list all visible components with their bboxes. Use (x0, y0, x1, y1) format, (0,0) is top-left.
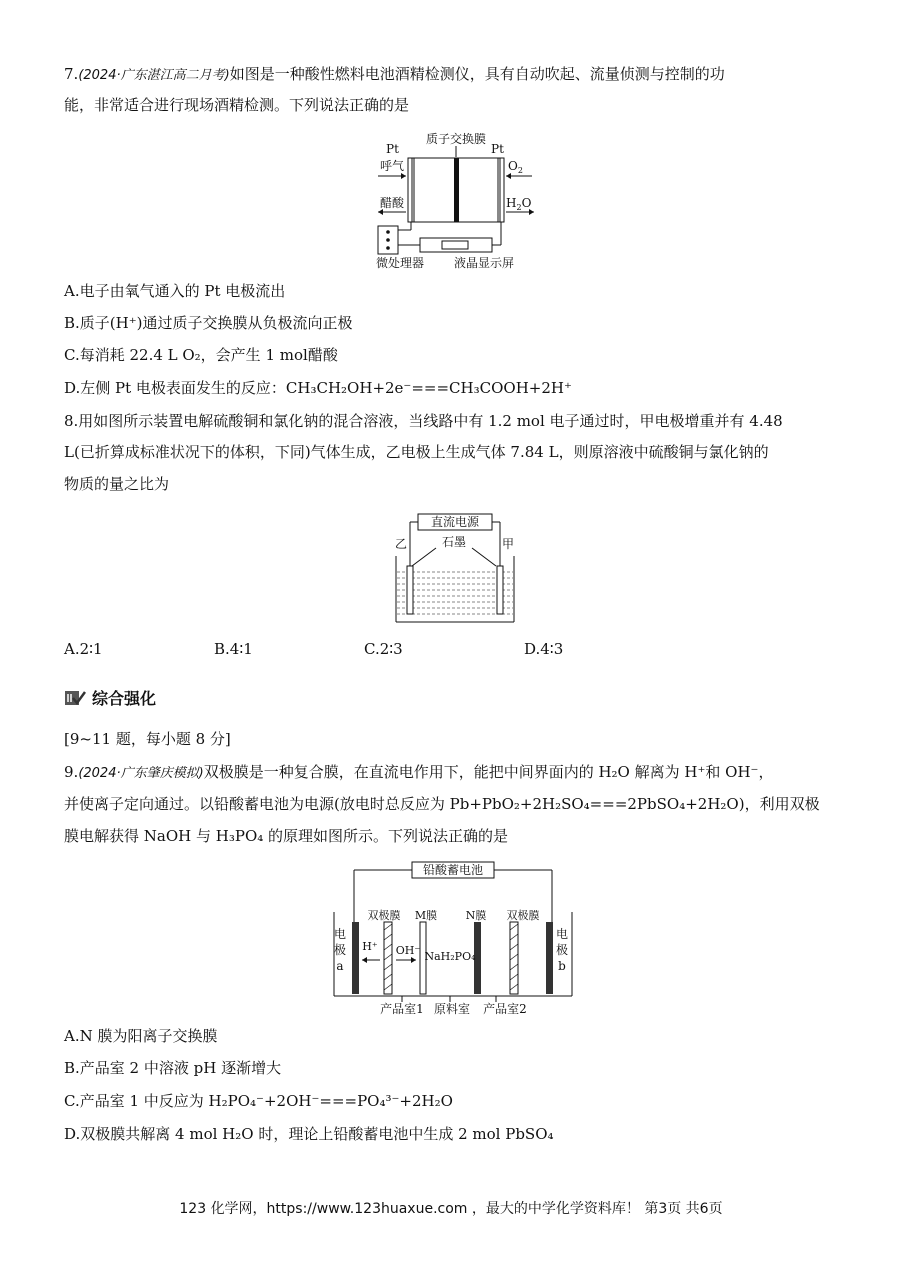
q9-text-1: 双极膜是一种复合膜，在直流电作用下，能把中间界面内的 H₂O 解离为 H⁺和 OH⁻， (203, 763, 774, 781)
q9-line-1 (64, 762, 773, 784)
electrode-yi-label: 乙 (395, 537, 408, 551)
section-header (64, 686, 156, 709)
electrode-b-char-1: 电 (555, 927, 569, 941)
q8-line-3: 物质的量之比为 (64, 475, 170, 493)
pt-right-label: Pt (491, 142, 504, 156)
bipolar-membrane-2-label: 双极膜 (506, 909, 540, 922)
graphite-label: 石墨 (441, 535, 467, 549)
q9-line-3: 膜电解获得 NaOH 与 H₃PO₄ 的原理如图所示。下列说法正确的是 (64, 827, 509, 845)
q9-line-2: 并使离子定向通过。以铅酸蓄电池为电源(放电时总反应为 Pb+PbO₂+2H₂SO₄===2PbSO₄+2H₂O)，利用双极 (64, 795, 820, 813)
q9-option-d: D.双极膜共解离 4 mol H₂O 时，理论上铅酸蓄电池中生成 2 mol PbSO₄ (64, 1125, 554, 1143)
lcd-label: 液晶显示屏 (454, 256, 515, 270)
q8-option-c: C.2∶3 (364, 640, 403, 658)
breath-label: 呼气 (380, 159, 405, 173)
membrane-label: 质子交换膜 (425, 132, 487, 146)
q9-source: (2024·广东肇庆模拟) (78, 766, 204, 781)
q8-option-d: D.4∶3 (524, 640, 564, 658)
oh-ion-label: OH⁻ (395, 944, 421, 957)
q7-option-c: C.每消耗 22.4 L O₂，会产生 1 mol醋酸 (64, 346, 338, 364)
q9-option-a: A.N 膜为阳离子交换膜 (64, 1027, 218, 1045)
electrode-b-char-2: 极 (555, 943, 569, 957)
q7-option-a: A.电子由氧气通入的 Pt 电极流出 (64, 282, 286, 300)
m-membrane-label: M膜 (414, 909, 438, 922)
electrode-a-char-1: 电 (333, 927, 347, 941)
bipolar-membrane-1-label: 双极膜 (367, 909, 401, 922)
q9-bipolar-membrane-figure (330, 856, 578, 1018)
acetic-acid-label: 醋酸 (380, 196, 405, 210)
q9-number: 9. (64, 763, 79, 781)
q7-number: 7. (64, 65, 79, 83)
q7-option-d: D.左侧 Pt 电极表面发生的反应：CH₃CH₂OH+2e⁻===CH₃COOH+2H⁺ (64, 379, 572, 397)
h-ion-label: H⁺ (362, 940, 378, 953)
q7-text-1: 如图是一种酸性燃料电池酒精检测仪，具有自动吹起、流量侦测与控制的功 (229, 65, 725, 83)
checklist-icon (64, 690, 86, 706)
electrode-a-char-2: 极 (333, 943, 347, 957)
q7-source: (2024·广东湛江高二月考) (78, 68, 230, 83)
page-footer: 123 化学网，https://www.123huaxue.com ，最大的中学化学资料库！ 第3页 共6页 (179, 1201, 723, 1217)
pt-left-label: Pt (386, 142, 399, 156)
n-membrane-label: N膜 (465, 909, 487, 922)
microprocessor-label: 微处理器 (376, 256, 425, 270)
q8-line-1: 8.用如图所示装置电解硫酸铜和氯化钠的混合溶液，当线路中有 1.2 mol 电子通过时，甲电极增重并有 4.48 (64, 412, 783, 430)
dc-power-label: 直流电源 (430, 515, 480, 529)
o2-label: $O_2$ (508, 159, 523, 175)
q7-option-b: B.质子(H⁺)通过质子交换膜从负极流向正极 (64, 314, 353, 332)
water-label: $H_2O$ (506, 196, 532, 212)
q7-line-1 (64, 64, 725, 86)
electrode-a-char-3: a (336, 959, 344, 973)
product-room-1-label: 产品室1 (380, 1002, 424, 1016)
q8-line-2: L(已折算成标准状况下的体积，下同)气体生成，乙电极上生成气体 7.84 L，则原溶液中硫酸铜与氯化钠的 (64, 443, 769, 461)
section-range: [9~11 题，每小题 8 分] (64, 730, 231, 748)
electrode-b-char-3: b (558, 959, 566, 973)
q8-option-b: B.4∶1 (214, 640, 253, 658)
q9-option-b: B.产品室 2 中溶液 pH 逐渐增大 (64, 1059, 282, 1077)
product-room-2-label: 产品室2 (483, 1002, 527, 1016)
feed-solution-label: NaH₂PO₄ (424, 950, 476, 963)
q8-electrolysis-figure (390, 510, 520, 626)
electrode-jia-label: 甲 (502, 537, 515, 551)
section-title: 综合强化 (92, 689, 157, 708)
feed-room-label: 原料室 (433, 1002, 471, 1016)
battery-label: 铅酸蓄电池 (422, 863, 484, 877)
q9-option-c: C.产品室 1 中反应为 H₂PO₄⁻+2OH⁻===PO₄³⁻+2H₂O (64, 1092, 453, 1110)
q7-line-2: 能，非常适合进行现场酒精检测。下列说法正确的是 (64, 96, 410, 114)
q7-fuel-cell-figure (372, 130, 542, 270)
q8-option-a: A.2∶1 (64, 640, 103, 658)
